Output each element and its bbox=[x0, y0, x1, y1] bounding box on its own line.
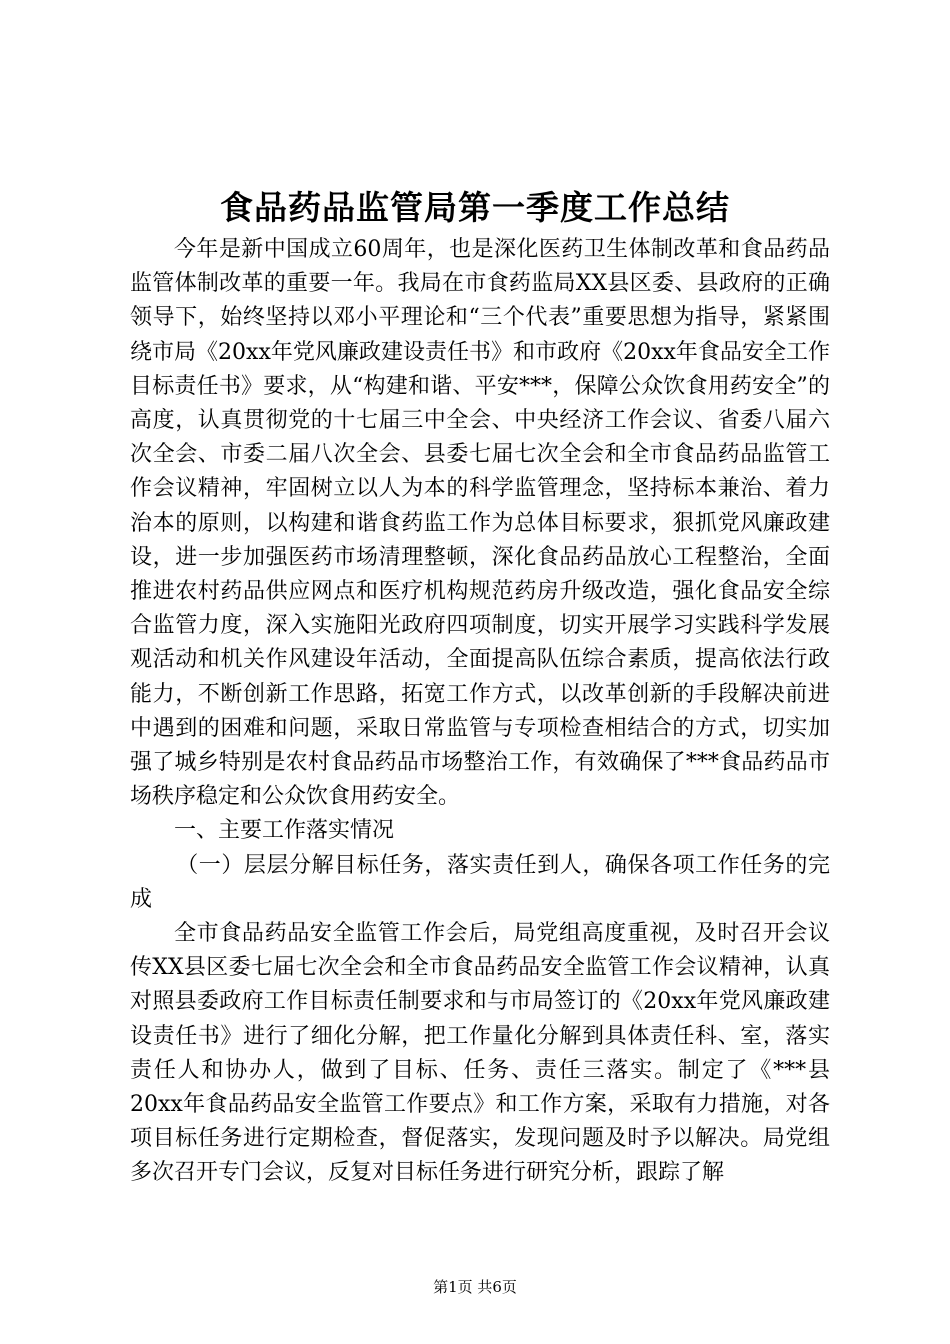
subsection-heading: （一）层层分解目标任务，落实责任到人，确保各项工作任务的完成 bbox=[130, 852, 830, 912]
paragraph-intro: 今年是新中国成立60周年，也是深化医药卫生体制改革和食品药品监管体制改革的重要一年。我局在市食药监局XX县区委、县政府的正确领导下，始终坚持以邓小平理论和“三个代表”重要思想为指导，紧紧围绕市局《20xx年党风廉政建设责任书》和市政府《20xx年食品安全工作目标责任书》要求，从“构建和谐、平安***，保障公众饮食用药安全”的高度，认真贯彻党的十七届三中全会、中央经济工作会议、省委八届六次全会、市委二届八次全会、县委七届七次全会和全市食品药品监管工作会议精神，牢固树立以人为本的科学监管理念，坚持标本兼治、着力治本的原则，以构建和谐食药监工作为总体目标要求，狠抓党风廉政建设，进一步加强医药市场清理整顿，深化食品药品放心工程整治，全面推进农村药品供应网点和医疗机构规范药房升级改造，强化食品安全综合监管力度，深入实施阳光政府四项制度，切实开展学习实践科学发展观活动和机关作风建设年活动，全面提高队伍综合素质，提高依法行政能力，不断创新工作思路，拓宽工作方式，以改革创新的手段解决前进中遇到的困难和问题，采取日常监管与专项检查相结合的方式，切实加强了城乡特别是农村食品药品市场整治工作，有效确保了***食品药品市场秩序稳定和公众饮食用药安全。 bbox=[130, 237, 830, 810]
paragraph-body: 全市食品药品安全监管工作会后，局党组高度重视，及时召开会议传XX县区委七届七次全会和全市食品药品安全监管工作会议精神，认真对照县委政府工作目标责任制要求和与市局签订的《20xx年党风廉政建设责任书》进行了细化分解，把工作量化分解到具体责任科、室，落实责任人和协办人，做到了目标、任务、责任三落实。制定了《***县20xx年食品药品安全监管工作要点》和工作方案，采取有力措施，对各项目标任务进行定期检查，督促落实，发现问题及时予以解决。局党组多次召开专门会议，反复对目标任务进行研究分析，跟踪了解 bbox=[130, 921, 830, 1186]
document-body bbox=[130, 233, 830, 1191]
section-heading: 一、主要工作落实情况 bbox=[174, 818, 395, 844]
document-title: 食品药品监管局第一季度工作总结 bbox=[220, 188, 730, 227]
page-indicator: 第1页 共6页 bbox=[433, 1278, 517, 1296]
